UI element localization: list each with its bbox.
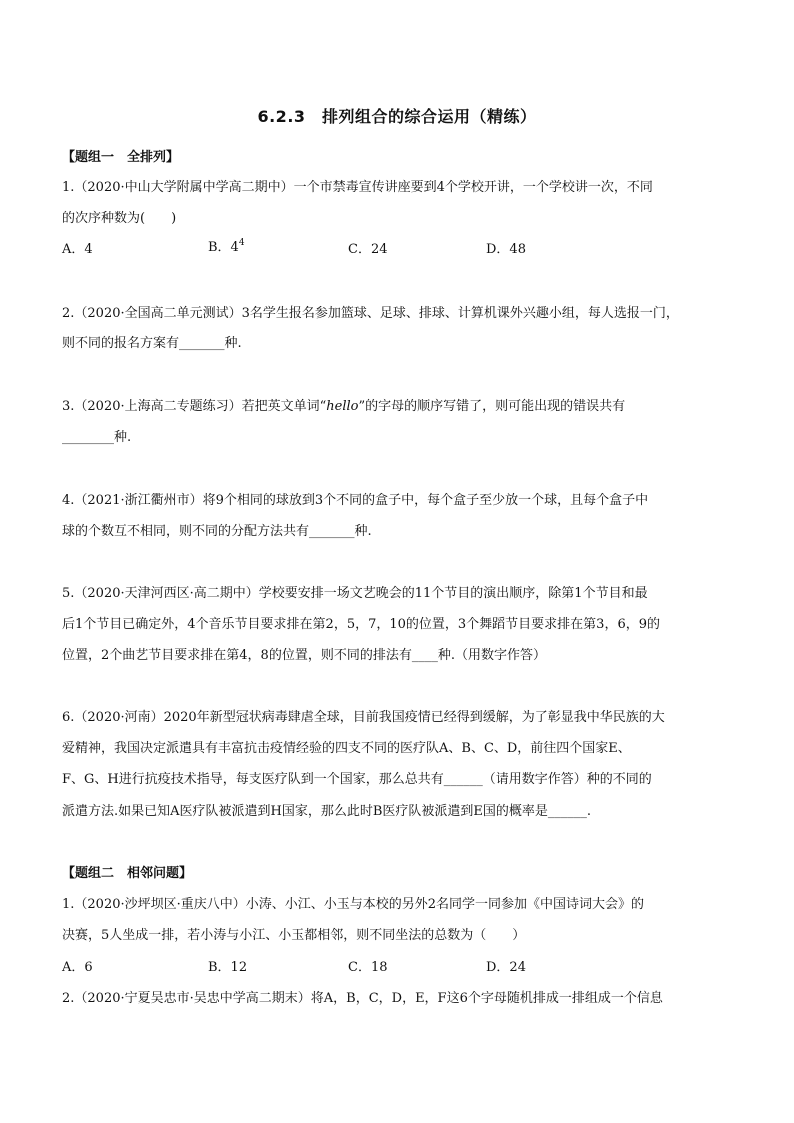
g1-q6-line2: 爱精神，我国决定派遣具有丰富抗击疫情经验的四支不同的医疗队A、B、C、D，前往四个国家E、 bbox=[62, 741, 631, 756]
g2-q1-option-c: C．18 bbox=[348, 960, 388, 975]
g1-q2-line1: 2.（2020·全国高二单元测试）3名学生报名参加篮球、足球、排球、计算机课外兴趣小组，每人选报一门， bbox=[62, 306, 679, 321]
g1-q3-line1-part1: 3.（2020·上海高二专题练习）若把英文单词“ bbox=[62, 399, 327, 414]
g1-q4-line1: 4.（2021·浙江衢州市）将9个相同的球放到3个不同的盒子中，每个盒子至少放一个球，且每个盒子中 bbox=[62, 493, 649, 508]
g2-q1-option-d: D．24 bbox=[486, 960, 526, 975]
g1-q6-line1: 6.（2020·河南）2020年新型冠状病毒肆虐全球，目前我国疫情已经得到缓解，为了彰显我中华民族的大 bbox=[62, 710, 665, 725]
g1-q4-line2: 球的个数互不相同，则不同的分配方法共有_______种. bbox=[62, 524, 372, 539]
g1-q3-line1-part2: ”的字母的顺序写错了，则可能出现的错误共有 bbox=[358, 399, 626, 414]
page-title: 6.2.3 排列组合的综合运用（精练） bbox=[257, 107, 537, 126]
g1-q3-line2: ________种. bbox=[62, 430, 132, 445]
g1-q6-line4: 派遣方法.如果已知A医疗队被派遣到H国家，那么此时B医疗队被派遣到E国的概率是______. bbox=[62, 804, 592, 819]
g1-q1-option-b-base: B．4 bbox=[208, 240, 239, 255]
g2-q1-line1: 1.（2020·沙坪坝区·重庆八中）小涛、小江、小玉与本校的另外2名同学一同参加《中国诗词大会》的 bbox=[62, 897, 645, 912]
g1-q1-option-d: D．48 bbox=[486, 242, 526, 257]
g1-q1-line1: 1.（2020·中山大学附属中学高二期中）一个市禁毒宣传讲座要到4个学校开讲，一个学校讲一次，不同 bbox=[62, 180, 653, 195]
g1-q1-option-b-exponent: 4 bbox=[238, 238, 245, 248]
g1-q3-line1 bbox=[62, 395, 625, 414]
g1-q1-option-a: A．4 bbox=[62, 242, 93, 257]
g1-q3-word: hello bbox=[326, 399, 359, 414]
g1-q5-line1: 5.（2020·天津河西区·高二期中）学校要安排一场文艺晚会的11个节目的演出顺序，除第1个节目和最 bbox=[62, 586, 648, 601]
group-2-header: 【题组二 相邻问题】 bbox=[62, 866, 193, 881]
g1-q1-option-c: C．24 bbox=[348, 242, 388, 257]
g1-q2-line2: 则不同的报名方案有_______种. bbox=[62, 336, 242, 351]
g1-q1-option-b bbox=[208, 236, 245, 255]
g2-q1-option-b: B．12 bbox=[208, 960, 248, 975]
g2-q1-line2: 决赛，5人坐成一排，若小涛与小江、小玉都相邻，则不同坐法的总数为（ ） bbox=[62, 928, 526, 943]
g1-q5-line2: 后1个节目已确定外，4个音乐节目要求排在第2，5，7，10的位置，3个舞蹈节目要求排在第3，6，9的 bbox=[62, 617, 660, 632]
g1-q1-line2: 的次序种数为( ) bbox=[62, 211, 177, 226]
g1-q6-line3: F、G、H进行抗疫技术指导，每支医疗队到一个国家，那么总共有______（请用数字作答）种的不同的 bbox=[62, 772, 652, 787]
g2-q2-line1: 2.（2020·宁夏吴忠市·吴忠中学高二期末）将A，B，C，D，E，F这6个字母随机排成一排组成一个信息 bbox=[62, 991, 663, 1006]
g2-q1-option-a: A．6 bbox=[62, 960, 93, 975]
group-1-header: 【题组一 全排列】 bbox=[62, 150, 180, 165]
g1-q5-line3: 位置，2个曲艺节目要求排在第4，8的位置，则不同的排法有____种.（用数字作答） bbox=[62, 648, 546, 663]
